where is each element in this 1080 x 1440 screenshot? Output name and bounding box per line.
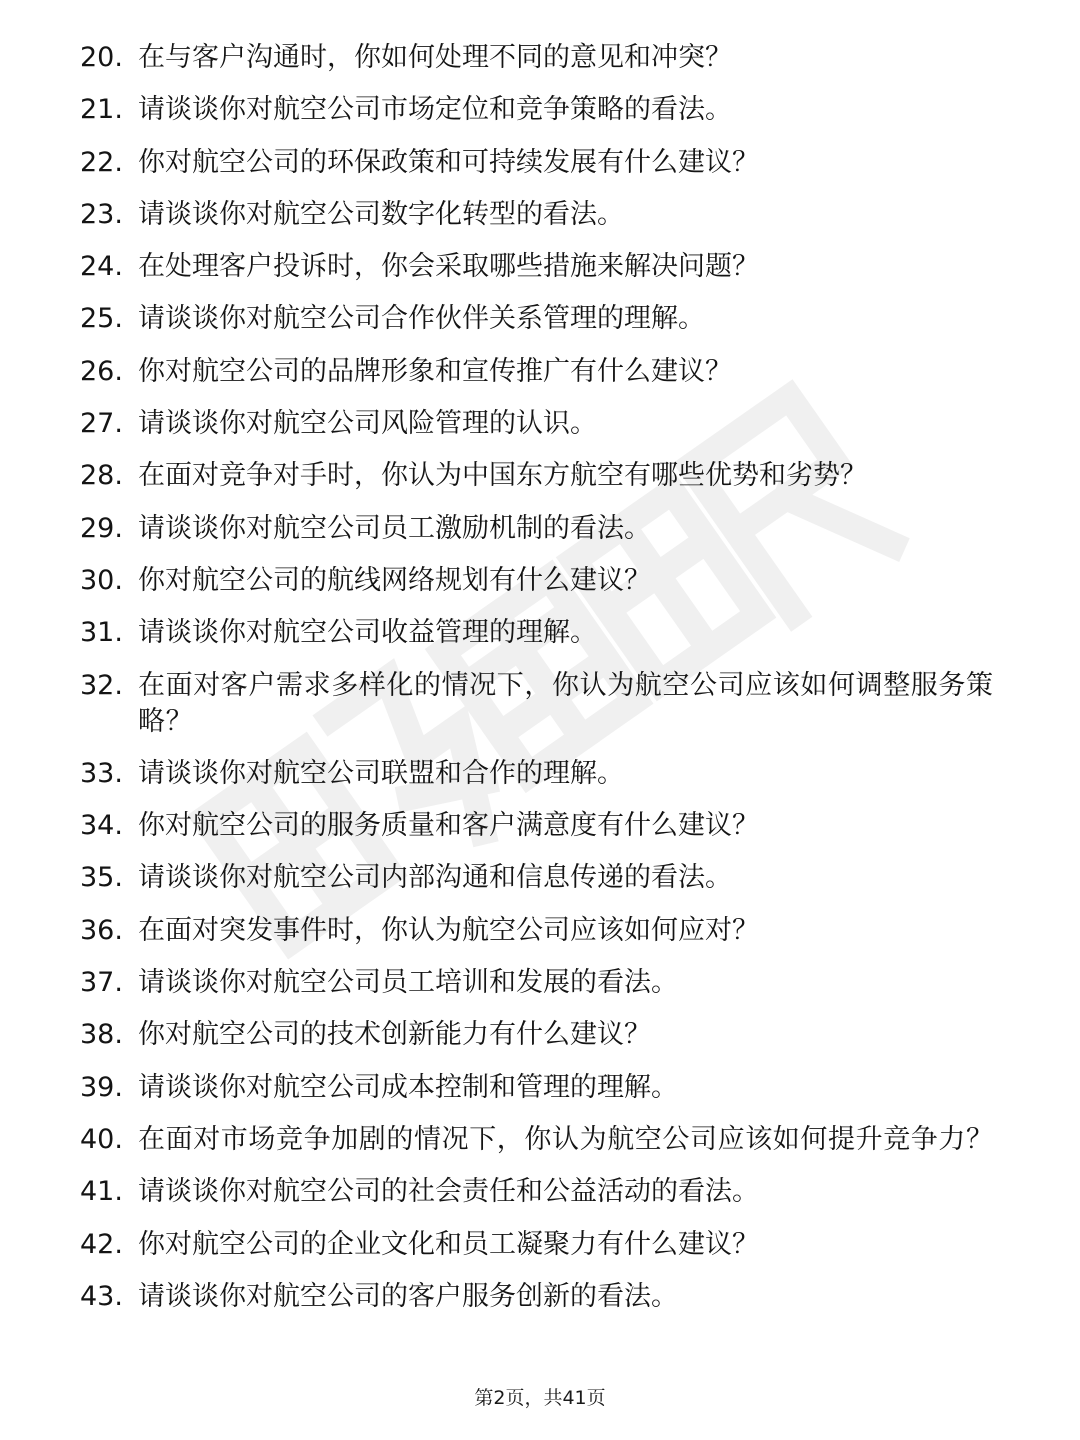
- question-text: 在面对市场竞争加剧的情况下，你认为航空公司应该如何提升竞争力？: [138, 1123, 994, 1155]
- question-number: 22.: [80, 146, 123, 178]
- question-text: 你对航空公司的服务质量和客户满意度有什么建议？: [138, 810, 759, 842]
- question-item: [80, 197, 1000, 233]
- question-text: 请谈谈你对航空公司员工激励机制的看法。: [138, 512, 651, 544]
- question-number: 31.: [80, 617, 123, 649]
- question-item: [80, 40, 1000, 76]
- question-item: [80, 249, 1000, 285]
- question-number: 30.: [80, 564, 123, 596]
- question-item: [80, 668, 1000, 740]
- question-text: 请谈谈你对航空公司内部沟通和信息传递的看法。: [138, 862, 732, 894]
- question-text: 你对航空公司的技术创新能力有什么建议？: [138, 1019, 651, 1051]
- question-number: 25.: [80, 303, 123, 335]
- question-item: [80, 1227, 1000, 1263]
- question-number: 29.: [80, 512, 123, 544]
- question-text: 请谈谈你对航空公司市场定位和竞争策略的看法。: [138, 94, 732, 126]
- question-text: 请谈谈你对航空公司数字化转型的看法。: [138, 198, 624, 230]
- question-item: [80, 756, 1000, 792]
- question-item: [80, 965, 1000, 1001]
- question-number: 24.: [80, 251, 123, 283]
- question-number: 43.: [80, 1280, 123, 1312]
- question-text: 请谈谈你对航空公司员工培训和发展的看法。: [138, 967, 678, 999]
- question-text: 你对航空公司的企业文化和员工凝聚力有什么建议？: [138, 1228, 759, 1260]
- question-item: [80, 1279, 1000, 1315]
- question-item: [80, 354, 1000, 390]
- question-number: 34.: [80, 810, 123, 842]
- question-number: 40.: [80, 1123, 123, 1155]
- question-item: [80, 458, 1000, 494]
- question-item: [80, 1070, 1000, 1106]
- question-text: 请谈谈你对航空公司的客户服务创新的看法。: [138, 1280, 678, 1312]
- question-item: [80, 301, 1000, 337]
- question-item: [80, 406, 1000, 442]
- question-text: 请谈谈你对航空公司成本控制和管理的理解。: [138, 1071, 678, 1103]
- question-item: [80, 563, 1000, 599]
- question-text: 请谈谈你对航空公司联盟和合作的理解。: [138, 757, 624, 789]
- question-text: 你对航空公司的品牌形象和宣传推广有什么建议？: [138, 355, 732, 387]
- question-item: [80, 615, 1000, 651]
- question-item: [80, 1017, 1000, 1053]
- question-item: [80, 913, 1000, 949]
- question-number: 35.: [80, 862, 123, 894]
- question-number: 21.: [80, 94, 123, 126]
- question-number: 20.: [80, 42, 123, 73]
- question-item: [80, 145, 1000, 181]
- question-number: 39.: [80, 1071, 123, 1103]
- question-item: [80, 92, 1000, 128]
- question-item: [80, 511, 1000, 547]
- question-text: 在面对突发事件时，你认为航空公司应该如何应对？: [138, 914, 759, 946]
- question-number: 26.: [80, 355, 123, 387]
- question-item: [80, 808, 1000, 844]
- question-number: 37.: [80, 967, 123, 999]
- question-text: 请谈谈你对航空公司收益管理的理解。: [138, 617, 597, 649]
- question-number: 41.: [80, 1176, 123, 1208]
- question-number: 27.: [80, 408, 123, 440]
- question-item: [80, 860, 1000, 896]
- question-number: 36.: [80, 914, 123, 946]
- question-list: [80, 40, 1000, 1331]
- question-text: 在面对竞争对手时，你认为中国东方航空有哪些优势和劣势？: [138, 460, 867, 492]
- question-number: 33.: [80, 757, 123, 789]
- question-text: 在处理客户投诉时，你会采取哪些措施来解决问题？: [138, 251, 759, 283]
- question-number: 38.: [80, 1019, 123, 1051]
- question-text: 你对航空公司的环保政策和可持续发展有什么建议？: [138, 146, 759, 178]
- question-text: 在面对客户需求多样化的情况下，你认为航空公司应该如何调整服务策略？: [138, 669, 994, 737]
- question-item: [80, 1174, 1000, 1210]
- question-text: 请谈谈你对航空公司的社会责任和公益活动的看法。: [138, 1176, 759, 1208]
- question-number: 28.: [80, 460, 123, 492]
- question-text: 在与客户沟通时，你如何处理不同的意见和冲突？: [138, 42, 732, 73]
- question-number: 32.: [80, 669, 123, 701]
- question-item: [80, 1122, 1000, 1158]
- question-number: 42.: [80, 1228, 123, 1260]
- page-number: 第2页，共41页: [474, 1387, 606, 1409]
- question-number: 23.: [80, 198, 123, 230]
- question-text: 请谈谈你对航空公司合作伙伴关系管理的理解。: [138, 303, 705, 335]
- question-text: 你对航空公司的航线网络规划有什么建议？: [138, 564, 651, 596]
- question-text: 请谈谈你对航空公司风险管理的认识。: [138, 408, 597, 440]
